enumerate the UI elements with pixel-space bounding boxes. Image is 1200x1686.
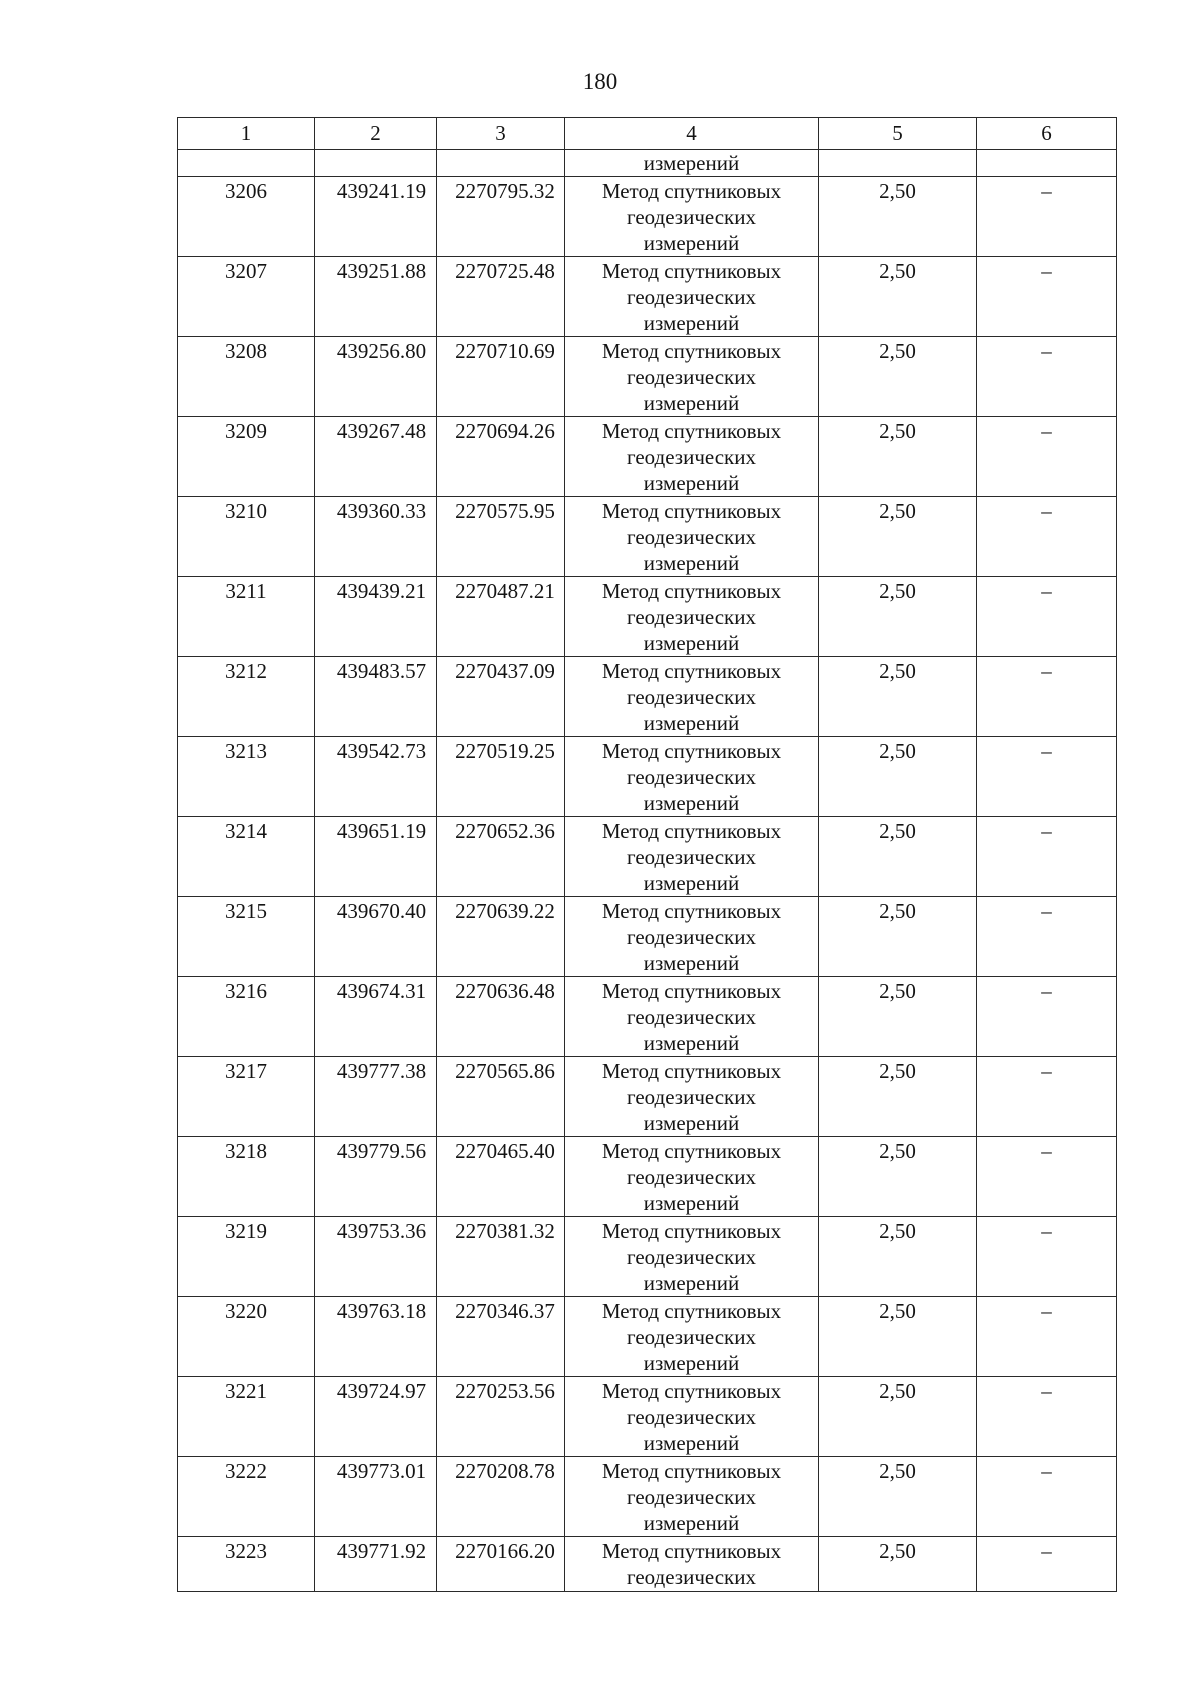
method-cell — [565, 1537, 819, 1592]
method-line: Метод спутниковых — [601, 1459, 782, 1483]
accuracy-cell: 2,50 — [819, 177, 977, 257]
table-row — [178, 177, 1117, 257]
accuracy-cell: 2,50 — [819, 977, 977, 1057]
point-number-cell: 3207 — [178, 257, 315, 337]
method-cell — [565, 657, 819, 737]
table-body — [178, 118, 1117, 1592]
method-line: геодезических — [626, 1405, 756, 1429]
method-line: Метод спутниковых — [601, 179, 782, 203]
method-line: Метод спутниковых — [601, 1059, 782, 1083]
note-cell: – — [977, 1137, 1117, 1217]
method-line: измерений — [643, 1271, 740, 1295]
method-line: Метод спутниковых — [601, 819, 782, 843]
column-header: 2 — [315, 118, 437, 150]
coordinate-y-cell: 2270381.32 — [437, 1217, 565, 1297]
accuracy-cell: 2,50 — [819, 1457, 977, 1537]
table-row — [178, 817, 1117, 897]
note-cell: – — [977, 1537, 1117, 1592]
note-cell: – — [977, 1217, 1117, 1297]
method-cell — [565, 897, 819, 977]
point-number-cell: 3213 — [178, 737, 315, 817]
note-cell: – — [977, 417, 1117, 497]
method-line: геодезических — [626, 1565, 756, 1589]
method-cell — [565, 817, 819, 897]
continuation-text: измерений — [565, 150, 819, 177]
column-header: 6 — [977, 118, 1117, 150]
method-cell — [565, 1137, 819, 1217]
method-cell — [565, 177, 819, 257]
point-number-cell: 3219 — [178, 1217, 315, 1297]
point-number-cell: 3217 — [178, 1057, 315, 1137]
accuracy-cell: 2,50 — [819, 497, 977, 577]
header-row — [178, 118, 1117, 150]
method-cell — [565, 417, 819, 497]
accuracy-cell: 2,50 — [819, 1297, 977, 1377]
method-line: измерений — [643, 471, 740, 495]
column-header: 4 — [565, 118, 819, 150]
coordinate-x-cell: 439773.01 — [315, 1457, 437, 1537]
coordinate-x-cell: 439483.57 — [315, 657, 437, 737]
continuation-row — [178, 150, 1117, 177]
note-cell: – — [977, 1377, 1117, 1457]
table-row — [178, 1297, 1117, 1377]
coordinate-y-cell: 2270710.69 — [437, 337, 565, 417]
accuracy-cell: 2,50 — [819, 417, 977, 497]
point-number-cell: 3209 — [178, 417, 315, 497]
method-cell — [565, 257, 819, 337]
method-line: геодезических — [626, 205, 756, 229]
table-row — [178, 1217, 1117, 1297]
coordinate-y-cell: 2270487.21 — [437, 577, 565, 657]
method-line: Метод спутниковых — [601, 339, 782, 363]
note-cell: – — [977, 977, 1117, 1057]
point-number-cell: 3215 — [178, 897, 315, 977]
point-number-cell: 3211 — [178, 577, 315, 657]
table-row — [178, 577, 1117, 657]
method-line: геодезических — [626, 685, 756, 709]
point-number-cell: 3218 — [178, 1137, 315, 1217]
method-cell — [565, 577, 819, 657]
coordinate-y-cell: 2270166.20 — [437, 1537, 565, 1592]
table-row — [178, 737, 1117, 817]
accuracy-cell: 2,50 — [819, 1217, 977, 1297]
coordinate-x-cell: 439251.88 — [315, 257, 437, 337]
coordinate-x-cell: 439670.40 — [315, 897, 437, 977]
method-line: Метод спутниковых — [601, 1539, 782, 1563]
point-number-cell: 3212 — [178, 657, 315, 737]
note-cell: – — [977, 337, 1117, 417]
coordinate-y-cell: 2270437.09 — [437, 657, 565, 737]
coordinate-y-cell: 2270208.78 — [437, 1457, 565, 1537]
method-line: геодезических — [626, 1325, 756, 1349]
point-number-cell: 3222 — [178, 1457, 315, 1537]
empty-cell — [315, 150, 437, 177]
empty-cell — [178, 150, 315, 177]
method-line: геодезических — [626, 925, 756, 949]
note-cell: – — [977, 497, 1117, 577]
method-cell — [565, 497, 819, 577]
coordinate-x-cell: 439763.18 — [315, 1297, 437, 1377]
point-number-cell: 3210 — [178, 497, 315, 577]
coordinate-x-cell: 439724.97 — [315, 1377, 437, 1457]
method-line: геодезических — [626, 1005, 756, 1029]
coordinate-x-cell: 439542.73 — [315, 737, 437, 817]
coordinate-x-cell: 439439.21 — [315, 577, 437, 657]
method-line: геодезических — [626, 525, 756, 549]
method-line: измерений — [643, 1191, 740, 1215]
empty-cell — [819, 150, 977, 177]
method-line: измерений — [643, 391, 740, 415]
note-cell: – — [977, 1457, 1117, 1537]
point-number-cell: 3208 — [178, 337, 315, 417]
method-cell — [565, 1057, 819, 1137]
table-row — [178, 257, 1117, 337]
accuracy-cell: 2,50 — [819, 337, 977, 417]
method-line: измерений — [643, 871, 740, 895]
method-line: измерений — [643, 1431, 740, 1455]
point-number-cell: 3221 — [178, 1377, 315, 1457]
method-line: Метод спутниковых — [601, 1299, 782, 1323]
note-cell: – — [977, 817, 1117, 897]
method-cell — [565, 977, 819, 1057]
table-row — [178, 337, 1117, 417]
coordinate-y-cell: 2270694.26 — [437, 417, 565, 497]
method-line: геодезических — [626, 1165, 756, 1189]
table-row — [178, 417, 1117, 497]
table-row — [178, 1537, 1117, 1592]
method-line: измерений — [643, 551, 740, 575]
table-row — [178, 1137, 1117, 1217]
note-cell: – — [977, 257, 1117, 337]
coordinates-table — [177, 117, 1117, 1592]
point-number-cell: 3206 — [178, 177, 315, 257]
method-line: измерений — [643, 951, 740, 975]
accuracy-cell: 2,50 — [819, 577, 977, 657]
method-line: геодезических — [626, 1245, 756, 1269]
coordinate-x-cell: 439779.56 — [315, 1137, 437, 1217]
coordinate-y-cell: 2270575.95 — [437, 497, 565, 577]
coordinate-y-cell: 2270465.40 — [437, 1137, 565, 1217]
coordinate-y-cell: 2270519.25 — [437, 737, 565, 817]
accuracy-cell: 2,50 — [819, 737, 977, 817]
note-cell: – — [977, 657, 1117, 737]
method-line: измерений — [643, 1031, 740, 1055]
method-line: измерений — [643, 1351, 740, 1375]
accuracy-cell: 2,50 — [819, 257, 977, 337]
method-line: геодезических — [626, 845, 756, 869]
note-cell: – — [977, 1057, 1117, 1137]
method-cell — [565, 1297, 819, 1377]
table-row — [178, 1457, 1117, 1537]
method-line: Метод спутниковых — [601, 1139, 782, 1163]
coordinate-x-cell: 439777.38 — [315, 1057, 437, 1137]
coordinate-y-cell: 2270725.48 — [437, 257, 565, 337]
coordinate-y-cell: 2270652.36 — [437, 817, 565, 897]
coordinate-y-cell: 2270346.37 — [437, 1297, 565, 1377]
accuracy-cell: 2,50 — [819, 657, 977, 737]
method-line: геодезических — [626, 765, 756, 789]
method-line: Метод спутниковых — [601, 1219, 782, 1243]
method-line: Метод спутниковых — [601, 259, 782, 283]
empty-cell — [977, 150, 1117, 177]
coordinate-x-cell: 439771.92 — [315, 1537, 437, 1592]
coordinate-x-cell: 439651.19 — [315, 817, 437, 897]
method-line: геодезических — [626, 605, 756, 629]
method-line: Метод спутниковых — [601, 739, 782, 763]
method-cell — [565, 1457, 819, 1537]
table-row — [178, 497, 1117, 577]
page-number: 180 — [582, 69, 618, 94]
accuracy-cell: 2,50 — [819, 897, 977, 977]
method-line: геодезических — [626, 285, 756, 309]
coordinate-y-cell: 2270253.56 — [437, 1377, 565, 1457]
table-row — [178, 1377, 1117, 1457]
table-row — [178, 657, 1117, 737]
method-line: Метод спутниковых — [601, 659, 782, 683]
method-line: Метод спутниковых — [601, 499, 782, 523]
note-cell: – — [977, 897, 1117, 977]
accuracy-cell: 2,50 — [819, 817, 977, 897]
method-line: Метод спутниковых — [601, 979, 782, 1003]
method-cell — [565, 1377, 819, 1457]
method-line: измерений — [643, 631, 740, 655]
method-cell — [565, 737, 819, 817]
table-row — [178, 897, 1117, 977]
table-row — [178, 977, 1117, 1057]
column-header: 5 — [819, 118, 977, 150]
coordinate-y-cell: 2270639.22 — [437, 897, 565, 977]
method-line: геодезических — [626, 365, 756, 389]
accuracy-cell: 2,50 — [819, 1137, 977, 1217]
method-cell — [565, 337, 819, 417]
point-number-cell: 3220 — [178, 1297, 315, 1377]
method-line: Метод спутниковых — [601, 1379, 782, 1403]
column-header: 3 — [437, 118, 565, 150]
accuracy-cell: 2,50 — [819, 1057, 977, 1137]
method-line: Метод спутниковых — [601, 579, 782, 603]
method-line: измерений — [643, 791, 740, 815]
method-line: измерений — [643, 711, 740, 735]
method-line: Метод спутниковых — [601, 899, 782, 923]
coordinate-x-cell: 439674.31 — [315, 977, 437, 1057]
accuracy-cell: 2,50 — [819, 1537, 977, 1592]
method-line: геодезических — [626, 445, 756, 469]
point-number-cell: 3223 — [178, 1537, 315, 1592]
method-line: геодезических — [626, 1085, 756, 1109]
point-number-cell: 3214 — [178, 817, 315, 897]
coordinate-x-cell: 439753.36 — [315, 1217, 437, 1297]
note-cell: – — [977, 577, 1117, 657]
coordinate-y-cell: 2270565.86 — [437, 1057, 565, 1137]
method-line: измерений — [643, 1511, 740, 1535]
note-cell: – — [977, 1297, 1117, 1377]
coordinate-x-cell: 439360.33 — [315, 497, 437, 577]
coordinate-y-cell: 2270636.48 — [437, 977, 565, 1057]
method-line: измерений — [643, 231, 740, 255]
accuracy-cell: 2,50 — [819, 1377, 977, 1457]
empty-cell — [437, 150, 565, 177]
coordinate-x-cell: 439241.19 — [315, 177, 437, 257]
table-row — [178, 1057, 1117, 1137]
point-number-cell: 3216 — [178, 977, 315, 1057]
coordinate-x-cell: 439267.48 — [315, 417, 437, 497]
coordinate-x-cell: 439256.80 — [315, 337, 437, 417]
method-line: измерений — [643, 1111, 740, 1135]
column-header: 1 — [178, 118, 315, 150]
method-line: Метод спутниковых — [601, 419, 782, 443]
coordinate-y-cell: 2270795.32 — [437, 177, 565, 257]
note-cell: – — [977, 177, 1117, 257]
note-cell: – — [977, 737, 1117, 817]
method-cell — [565, 1217, 819, 1297]
method-line: геодезических — [626, 1485, 756, 1509]
method-line: измерений — [643, 311, 740, 335]
